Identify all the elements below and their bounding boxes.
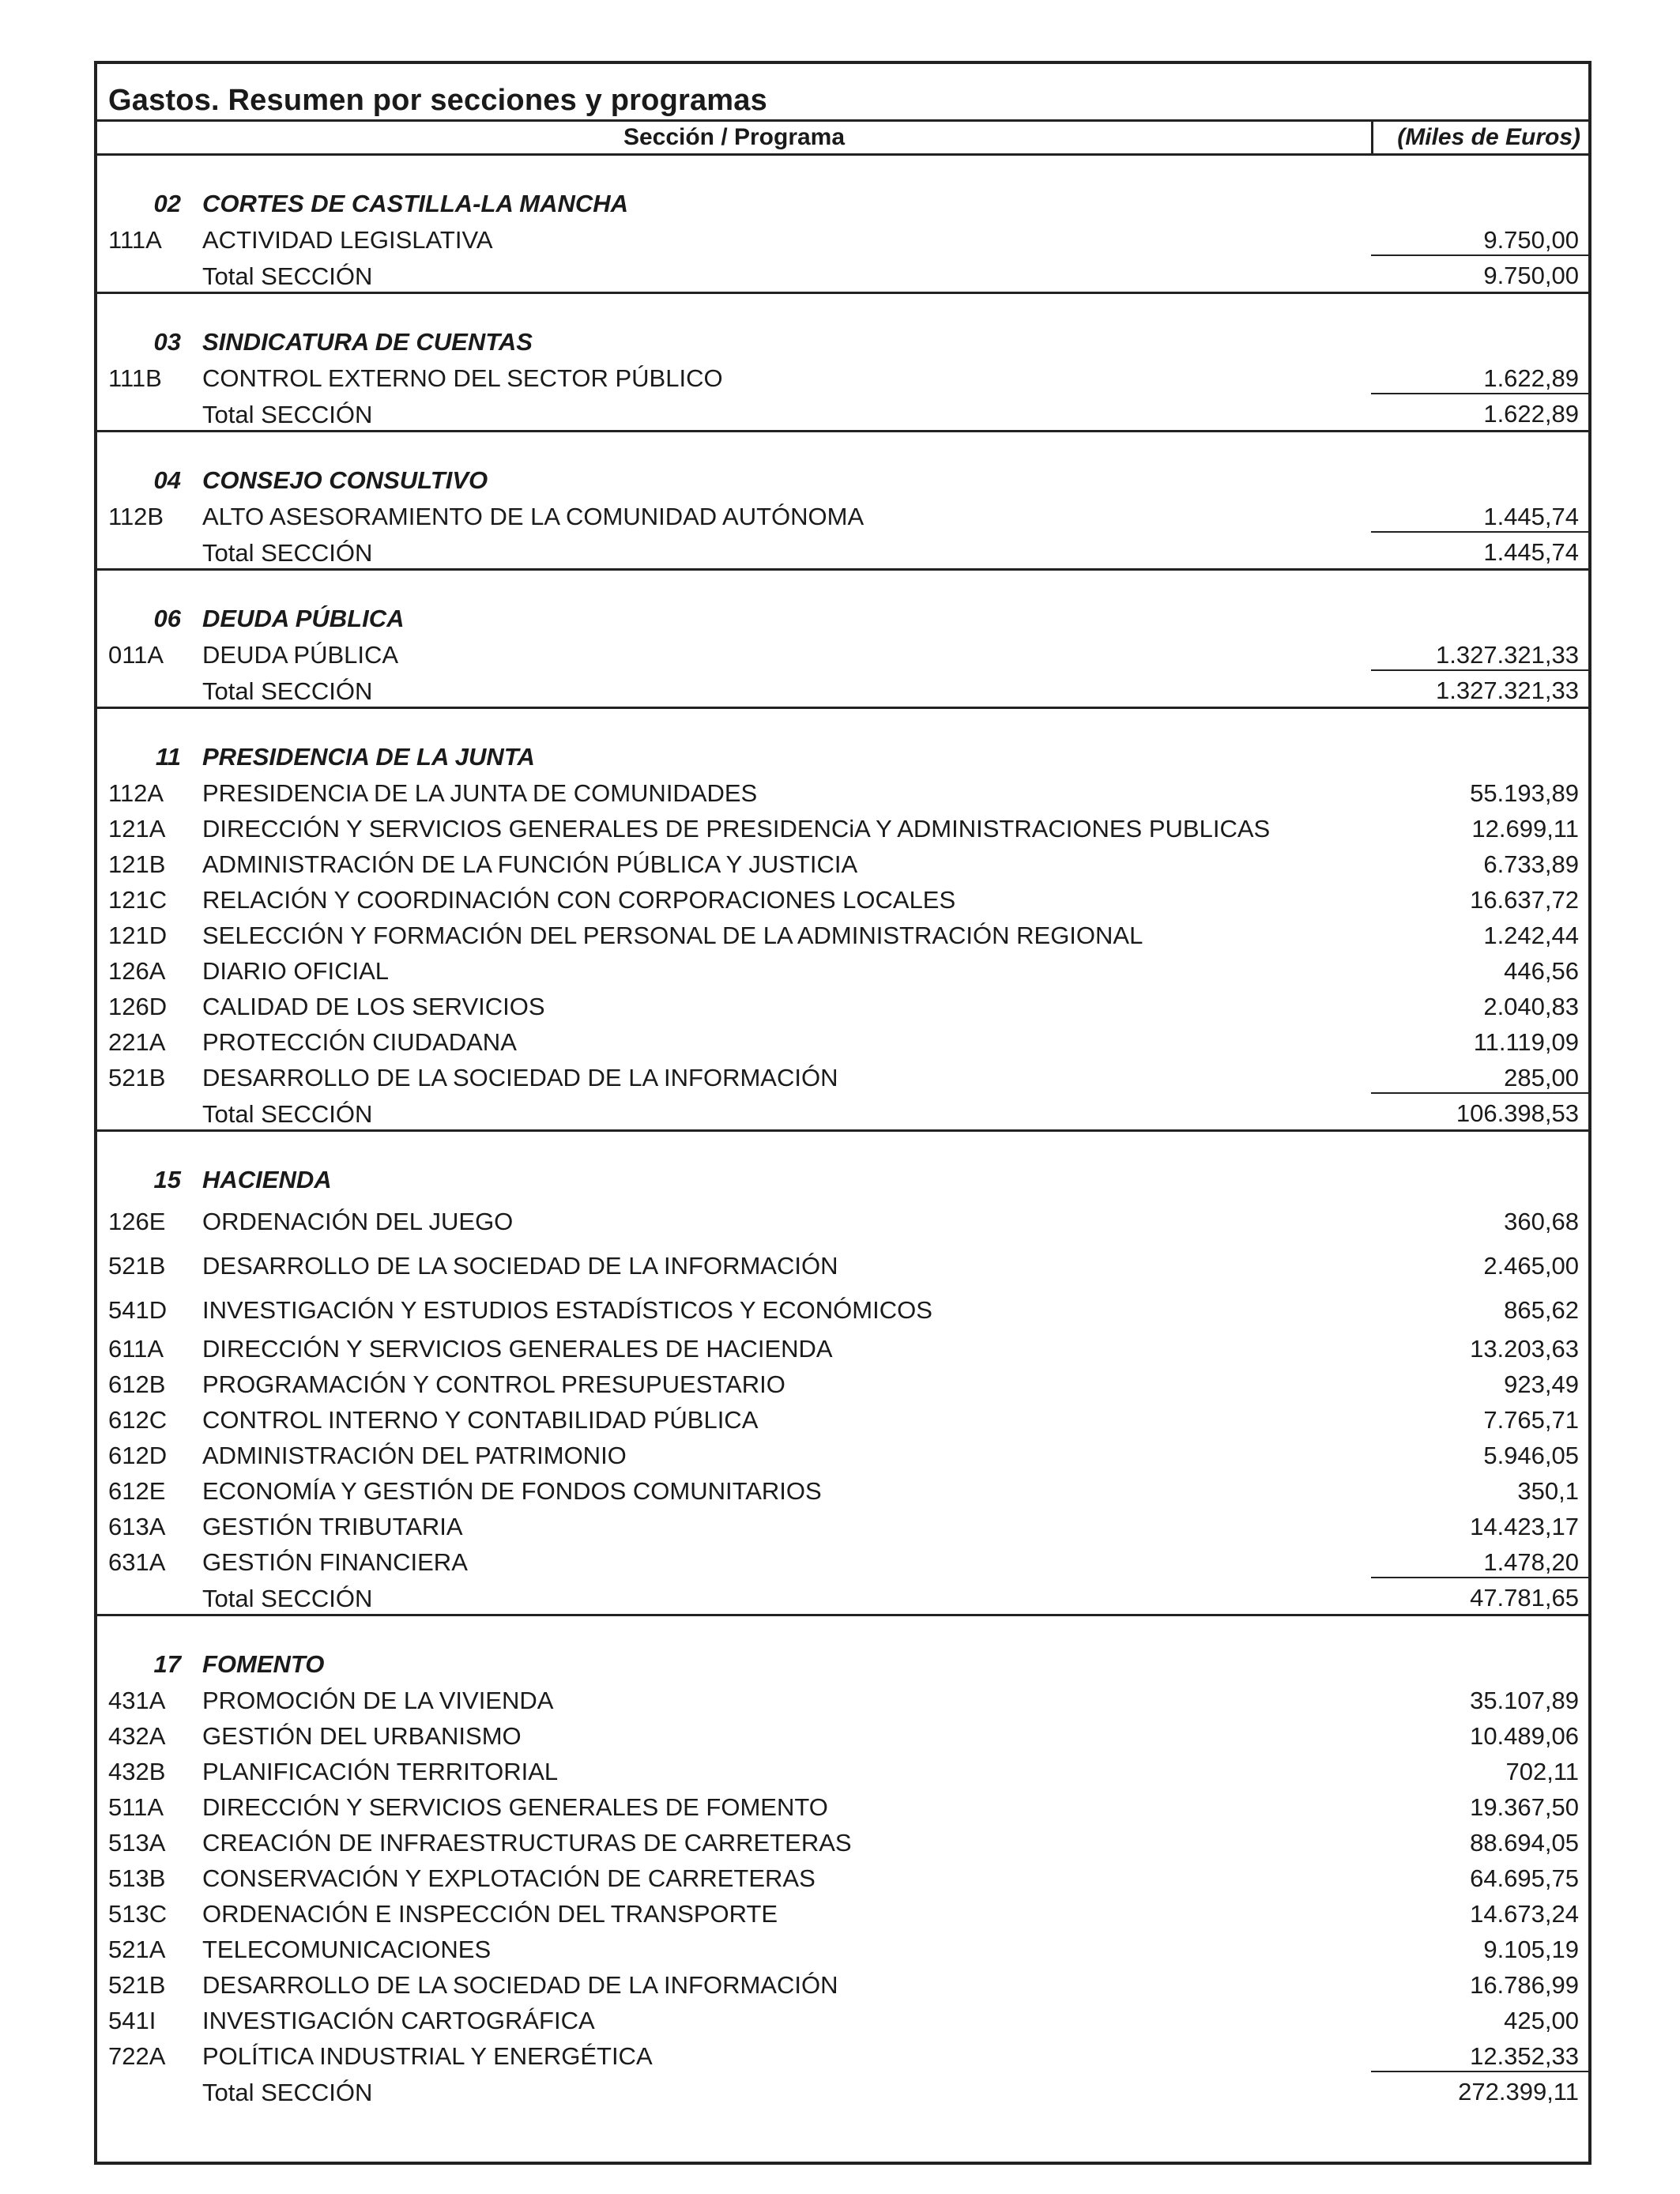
program-row xyxy=(97,635,1588,671)
sections-container xyxy=(97,185,1588,2108)
section-total-label: Total SECCIÓN xyxy=(202,1585,373,1612)
program-row xyxy=(97,1930,1588,1966)
program-amount: 9.750,00 xyxy=(1483,226,1579,254)
budget-section xyxy=(97,600,1588,709)
program-code: 612C xyxy=(108,1406,168,1434)
program-name: CALIDAD DE LOS SERVICIOS xyxy=(202,993,545,1020)
program-name: ACTIVIDAD LEGISLATIVA xyxy=(202,226,493,254)
program-code: 432B xyxy=(108,1758,166,1785)
section-name: FOMENTO xyxy=(202,1650,325,1678)
program-row xyxy=(97,1894,1588,1930)
program-name: POLÍTICA INDUSTRIAL Y ENERGÉTICA xyxy=(202,2042,653,2070)
section-total-row xyxy=(97,671,1588,707)
section-total-row xyxy=(97,1094,1588,1129)
column-header-section-program: Sección / Programa xyxy=(623,124,846,150)
program-row xyxy=(97,952,1588,987)
program-row xyxy=(97,1543,1588,1578)
program-row xyxy=(97,1717,1588,1752)
program-amount: 14.423,17 xyxy=(1470,1513,1579,1540)
program-code: 541D xyxy=(108,1296,168,1324)
program-row xyxy=(97,774,1588,809)
program-code: 431A xyxy=(108,1687,166,1714)
program-row xyxy=(97,359,1588,394)
program-row xyxy=(97,1197,1588,1241)
program-code: 221A xyxy=(108,1028,166,1056)
program-row xyxy=(97,1058,1588,1094)
program-name: PROTECCIÓN CIUDADANA xyxy=(202,1028,517,1056)
program-amount: 12.699,11 xyxy=(1471,815,1579,843)
budget-section xyxy=(97,323,1588,432)
program-amount: 702,11 xyxy=(1505,1758,1579,1785)
program-name: ORDENACIÓN DEL JUEGO xyxy=(202,1208,514,1235)
program-code: 011A xyxy=(108,641,164,669)
section-total-label: Total SECCIÓN xyxy=(202,539,373,567)
program-name: DIARIO OFICIAL xyxy=(202,957,389,985)
section-total-label: Total SECCIÓN xyxy=(202,677,373,705)
program-name: DIRECCIÓN Y SERVICIOS GENERALES DE FOMENTO xyxy=(202,1793,828,1821)
program-code: 126E xyxy=(108,1208,166,1235)
section-total-label: Total SECCIÓN xyxy=(202,401,373,428)
program-amount: 19.367,50 xyxy=(1470,1793,1579,1821)
program-row xyxy=(97,2037,1588,2072)
program-row xyxy=(97,987,1588,1023)
table-header xyxy=(97,122,1588,156)
program-name: PLANIFICACIÓN TERRITORIAL xyxy=(202,1758,559,1785)
program-amount: 446,56 xyxy=(1504,957,1579,985)
program-code: 612B xyxy=(108,1370,166,1398)
program-name: ECONOMÍA Y GESTIÓN DE FONDOS COMUNITARIOS xyxy=(202,1477,822,1505)
section-number: 03 xyxy=(153,328,181,356)
program-code: 112A xyxy=(108,779,164,807)
program-code: 126D xyxy=(108,993,168,1020)
program-code: 126A xyxy=(108,957,166,985)
program-code: 432A xyxy=(108,1722,166,1750)
program-name: PROGRAMACIÓN Y CONTROL PRESUPUESTARIO xyxy=(202,1370,785,1398)
program-name: ADMINISTRACIÓN DE LA FUNCIÓN PÚBLICA Y JUSTICIA xyxy=(202,850,858,878)
program-code: 541I xyxy=(108,2007,156,2034)
program-amount: 350,1 xyxy=(1517,1477,1579,1505)
section-heading xyxy=(97,1161,1588,1197)
program-amount: 360,68 xyxy=(1504,1208,1579,1235)
program-amount: 6.733,89 xyxy=(1483,850,1579,878)
section-name: HACIENDA xyxy=(202,1166,332,1193)
program-name: DEUDA PÚBLICA xyxy=(202,641,399,669)
section-total-amount: 47.781,65 xyxy=(1470,1584,1579,1612)
program-row xyxy=(97,1507,1588,1543)
section-total-row xyxy=(97,533,1588,568)
program-name: ADMINISTRACIÓN DEL PATRIMONIO xyxy=(202,1442,627,1469)
section-total-row xyxy=(97,1578,1588,1614)
program-name: SELECCIÓN Y FORMACIÓN DEL PERSONAL DE LA ADMINISTRACIÓN REGIONAL xyxy=(202,922,1143,949)
section-heading xyxy=(97,600,1588,635)
section-heading xyxy=(97,462,1588,497)
program-amount: 13.203,63 xyxy=(1470,1335,1579,1363)
program-code: 112B xyxy=(108,503,164,530)
program-amount: 88.694,05 xyxy=(1470,1829,1579,1857)
program-amount: 7.765,71 xyxy=(1483,1406,1579,1434)
program-code: 121C xyxy=(108,886,168,914)
program-name: DESARROLLO DE LA SOCIEDAD DE LA INFORMACIÓN xyxy=(202,1252,838,1280)
section-heading xyxy=(97,323,1588,359)
program-row xyxy=(97,1436,1588,1472)
budget-section xyxy=(97,462,1588,571)
program-code: 111B xyxy=(108,364,162,392)
program-row xyxy=(97,1365,1588,1400)
program-name: CONTROL INTERNO Y CONTABILIDAD PÚBLICA xyxy=(202,1406,759,1434)
program-code: 613A xyxy=(108,1513,166,1540)
program-row xyxy=(97,1241,1588,1285)
program-row xyxy=(97,1285,1588,1329)
program-amount: 16.786,99 xyxy=(1470,1971,1579,1999)
program-code: 513A xyxy=(108,1829,166,1857)
budget-section xyxy=(97,1646,1588,2108)
program-name: INVESTIGACIÓN CARTOGRÁFICA xyxy=(202,2007,595,2034)
section-name: PRESIDENCIA DE LA JUNTA xyxy=(202,743,535,771)
program-code: 521A xyxy=(108,1936,166,1963)
program-amount: 10.489,06 xyxy=(1470,1722,1579,1750)
program-name: DIRECCIÓN Y SERVICIOS GENERALES DE PRESIDENCiA Y ADMINISTRACIONES PUBLICAS xyxy=(202,815,1271,843)
program-name: DIRECCIÓN Y SERVICIOS GENERALES DE HACIENDA xyxy=(202,1335,833,1363)
section-total-row xyxy=(97,2072,1588,2108)
program-row xyxy=(97,916,1588,952)
program-row xyxy=(97,1329,1588,1365)
program-code: 513B xyxy=(108,1864,166,1892)
section-total-amount: 1.445,74 xyxy=(1483,538,1579,566)
program-amount: 2.040,83 xyxy=(1483,993,1579,1020)
program-amount: 55.193,89 xyxy=(1470,779,1579,807)
section-heading xyxy=(97,185,1588,221)
program-row xyxy=(97,221,1588,256)
program-row xyxy=(97,1681,1588,1717)
program-amount: 1.327.321,33 xyxy=(1435,641,1579,669)
program-amount: 11.119,09 xyxy=(1473,1028,1579,1056)
program-name: PROMOCIÓN DE LA VIVIENDA xyxy=(202,1687,554,1714)
section-number: 06 xyxy=(153,605,181,632)
program-name: RELACIÓN Y COORDINACIÓN CON CORPORACIONES LOCALES xyxy=(202,886,956,914)
section-number: 15 xyxy=(153,1166,181,1193)
program-amount: 16.637,72 xyxy=(1470,886,1579,914)
program-name: DESARROLLO DE LA SOCIEDAD DE LA INFORMACIÓN xyxy=(202,1064,838,1091)
section-total-label: Total SECCIÓN xyxy=(202,2079,373,2106)
program-amount: 923,49 xyxy=(1504,1370,1579,1398)
program-row xyxy=(97,497,1588,533)
budget-section xyxy=(97,1161,1588,1616)
section-total-row xyxy=(97,256,1588,292)
section-number: 17 xyxy=(153,1650,181,1678)
section-number: 02 xyxy=(153,190,181,217)
program-amount: 865,62 xyxy=(1504,1296,1579,1324)
program-amount: 9.105,19 xyxy=(1483,1936,1579,1963)
program-name: GESTIÓN DEL URBANISMO xyxy=(202,1722,522,1750)
program-amount: 35.107,89 xyxy=(1470,1687,1579,1714)
section-total-label: Total SECCIÓN xyxy=(202,262,373,290)
program-code: 121A xyxy=(108,815,166,843)
section-name: SINDICATURA DE CUENTAS xyxy=(202,328,533,356)
program-row xyxy=(97,880,1588,916)
program-code: 611A xyxy=(108,1335,164,1363)
program-row xyxy=(97,809,1588,845)
program-amount: 1.445,74 xyxy=(1483,503,1579,530)
program-amount: 425,00 xyxy=(1504,2007,1579,2034)
program-name: GESTIÓN TRIBUTARIA xyxy=(202,1513,463,1540)
program-name: ORDENACIÓN E INSPECCIÓN DEL TRANSPORTE xyxy=(202,1900,778,1928)
program-amount: 1.242,44 xyxy=(1483,922,1579,949)
program-code: 612E xyxy=(108,1477,166,1505)
program-name: CONTROL EXTERNO DEL SECTOR PÚBLICO xyxy=(202,364,723,392)
program-name: INVESTIGACIÓN Y ESTUDIOS ESTADÍSTICOS Y ECONÓMICOS xyxy=(202,1296,932,1324)
program-code: 722A xyxy=(108,2042,166,2070)
program-amount: 285,00 xyxy=(1504,1064,1579,1091)
program-name: ALTO ASESORAMIENTO DE LA COMUNIDAD AUTÓNOMA xyxy=(202,503,864,530)
program-code: 521B xyxy=(108,1252,166,1280)
program-row xyxy=(97,1966,1588,2001)
section-name: CONSEJO CONSULTIVO xyxy=(202,466,488,494)
program-amount: 12.352,33 xyxy=(1470,2042,1579,2070)
program-code: 612D xyxy=(108,1442,168,1469)
program-amount: 5.946,05 xyxy=(1483,1442,1579,1469)
program-amount: 2.465,00 xyxy=(1483,1252,1579,1280)
program-name: TELECOMUNICACIONES xyxy=(202,1936,492,1963)
program-code: 111A xyxy=(108,226,162,254)
section-total-amount: 1.327.321,33 xyxy=(1435,677,1579,704)
program-name: GESTIÓN FINANCIERA xyxy=(202,1548,468,1576)
program-row xyxy=(97,845,1588,880)
section-number: 04 xyxy=(153,466,181,494)
section-total-label: Total SECCIÓN xyxy=(202,1100,373,1128)
program-row xyxy=(97,1859,1588,1894)
section-total-amount: 1.622,89 xyxy=(1483,400,1579,428)
program-code: 513C xyxy=(108,1900,168,1928)
program-amount: 1.478,20 xyxy=(1483,1548,1579,1576)
program-row xyxy=(97,2001,1588,2037)
program-row xyxy=(97,1788,1588,1823)
program-code: 121D xyxy=(108,922,168,949)
program-row xyxy=(97,1472,1588,1507)
program-code: 521B xyxy=(108,1064,166,1091)
section-total-amount: 9.750,00 xyxy=(1483,262,1579,289)
program-code: 511A xyxy=(108,1793,164,1821)
program-row xyxy=(97,1400,1588,1436)
program-code: 521B xyxy=(108,1971,166,1999)
program-name: DESARROLLO DE LA SOCIEDAD DE LA INFORMACIÓN xyxy=(202,1971,838,1999)
budget-section xyxy=(97,185,1588,294)
program-name: CONSERVACIÓN Y EXPLOTACIÓN DE CARRETERAS xyxy=(202,1864,816,1892)
program-amount: 14.673,24 xyxy=(1470,1900,1579,1928)
section-name: CORTES DE CASTILLA-LA MANCHA xyxy=(202,190,629,217)
program-name: PRESIDENCIA DE LA JUNTA DE COMUNIDADES xyxy=(202,779,758,807)
section-total-amount: 272.399,11 xyxy=(1458,2078,1579,2105)
section-heading xyxy=(97,738,1588,774)
section-total-amount: 106.398,53 xyxy=(1456,1099,1579,1127)
program-row xyxy=(97,1023,1588,1058)
section-total-row xyxy=(97,394,1588,430)
section-heading xyxy=(97,1646,1588,1681)
title-row xyxy=(97,64,1588,122)
program-amount: 64.695,75 xyxy=(1470,1864,1579,1892)
section-name: DEUDA PÚBLICA xyxy=(202,605,405,632)
program-name: CREACIÓN DE INFRAESTRUCTURAS DE CARRETERAS xyxy=(202,1829,852,1857)
document-title: Gastos. Resumen por secciones y programas xyxy=(108,84,767,117)
column-header-units: (Miles de Euros) xyxy=(1371,122,1588,153)
budget-section xyxy=(97,738,1588,1132)
program-row xyxy=(97,1752,1588,1788)
program-amount: 1.622,89 xyxy=(1483,364,1579,392)
program-code: 631A xyxy=(108,1548,166,1576)
program-code: 121B xyxy=(108,850,166,878)
section-number: 11 xyxy=(155,743,181,771)
budget-summary-document xyxy=(94,61,1591,2165)
program-row xyxy=(97,1823,1588,1859)
